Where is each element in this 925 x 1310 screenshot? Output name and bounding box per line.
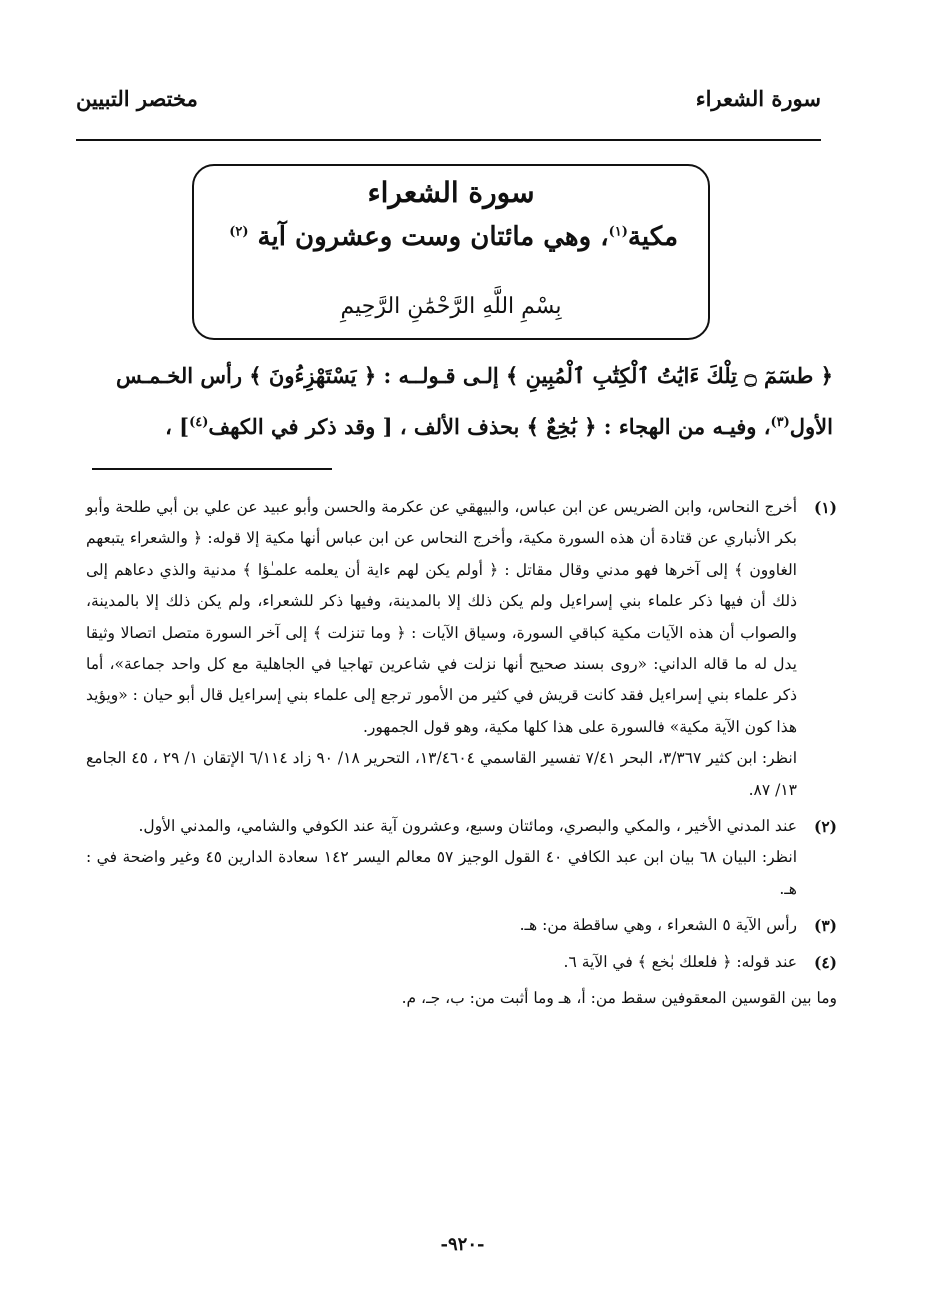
footnote-paragraph: عند المدني الأخير ، والمكي والبصري، ومائتان وسبع، وعشرون آية عند الكوفي والشامي، والمدني الأول.	[138, 817, 797, 836]
running-header-book: مختصر التبيين	[76, 86, 198, 111]
footnotes	[86, 492, 837, 1015]
footnote-ref-4: (٤)	[189, 415, 209, 430]
basmala: بِسْمِ اللَّهِ الرَّحْمَٰنِ الرَّحِيمِ	[340, 294, 562, 319]
surah-title-box	[192, 164, 710, 340]
main-text-segment: ] ،	[165, 414, 190, 439]
footnote-ref-1: (١)	[608, 224, 628, 240]
header-rule	[76, 139, 821, 141]
footnote-ref-3: (٣)	[770, 415, 790, 430]
running-header-surah: سورة الشعراء	[695, 86, 821, 111]
footnote-3	[86, 910, 837, 941]
surah-title: سورة الشعراء	[367, 176, 535, 209]
footnote-1	[86, 492, 837, 806]
main-text-segment: الأول	[789, 414, 833, 439]
footnote-paragraph: أخرج النحاس، وابن الضريس عن ابن عباس، والبيهقي عن عكرمة والحسن وأبو عبيد عن علي بن أبي طلحة وأبو بكر الأنباري عن قتادة أن هذه السورة مكية، وأخرج النحاس عن ابن عباس أنها مكية إلا قوله: ﴿ والشعراء يتبعهم الغاوون ﴾ إلى آخرها فهو مدني وقال مقاتل : ﴿ أولم يكن لهم ءاية أن يعلمه علمـٰؤا ﴾ مدنية والذي دعاهم إلى ذلك أن فيها ذكر علماء بني إسراءيل ولم يكن ذلك إلا بالمدينة، وفيها ذكر للشعراء، ولم يكن ذلك إلا بالمدينة، والصواب أن هذه الآيات مكية كباقي السورة، وسياق الآيات : ﴿ وما تنزلت ﴾ إلى آخر السورة متصل اتصالا وثيقا يدل له ما قاله الداني: «روى بسند صحيح أنها نزلت في شاعرين تهاجيا في الجاهلية مع كل واحد جماعة»، أما ذكر علماء بني إسراءيل فقد كانت قريش في كثير من الأمور ترجع إلى علماء بني إسراءيل قال أبو حيان : «ويؤيد هذا كون الآية مكية» فالسورة على هذا كلها مكية، وهو قول الجمهور.	[86, 498, 797, 736]
surah-info-verse-count: ، وهي مائتان وست وعشرون آية	[257, 222, 609, 252]
main-text-line-1: ﴿ طسٓمٓ ۝ تِلْكَ ءَايَٰتُ ٱلْكِتَٰبِ ٱلْمُبِينِ ﴾ إلـى قـولــه : ﴿ يَسْتَهْزِءُونَ ﴾ رأس الخـمـس	[116, 363, 833, 388]
footnote-paragraph: عند قوله: ﴿ فلعلك بٰخع ﴾ في الآية ٦.	[563, 952, 797, 971]
footnote-separator	[92, 468, 332, 470]
main-text	[92, 352, 833, 450]
main-text-segment: ، وفيـه من الهجاء : ﴿ بَٰخِعٌ ﴾ بحذف الألف ، [ وقد ذكر في الكهف	[208, 414, 771, 439]
surah-info	[229, 222, 678, 252]
footnote-4	[86, 947, 837, 978]
main-text-line-2	[92, 399, 833, 450]
footnote-2	[86, 811, 837, 905]
footnote-paragraph: رأس الآية ٥ الشعراء ، وهي ساقطة من: هـ.	[519, 916, 797, 935]
closing-note: وما بين القوسين المعقوفين سقط من: أ، هـ وما أثبت من: ب، جـ، م.	[401, 989, 837, 1008]
footnote-ref-2: (٢)	[229, 224, 249, 240]
footnote-references: انظر: ابن كثير ٣/٣٦٧، البحر ٧/٤١ تفسير القاسمي ١٣/٤٦٠٤، التحرير ١٨/ ٩٠ زاد ٦/١١٤ الإتقان ١/ ٢٩ ، ٤٥ الجامع ١٣/ ٨٧.	[86, 749, 797, 799]
footnote-number: (٢)	[813, 817, 837, 837]
footnote-references: انظر: البيان ٦٨ بيان ابن عبد الكافي ٤٠ القول الوجيز ٥٧ معالم اليسر ١٤٢ سعادة الدارين ٤٥ وغير واضحة في : هـ.	[86, 848, 797, 898]
footnote-number: (١)	[813, 498, 837, 517]
footnote-number: (٤)	[813, 952, 837, 972]
footnote-number: (٣)	[813, 916, 837, 936]
surah-info-makki: مكية	[627, 222, 678, 252]
page-number: -٩٢٠-	[440, 1234, 485, 1255]
